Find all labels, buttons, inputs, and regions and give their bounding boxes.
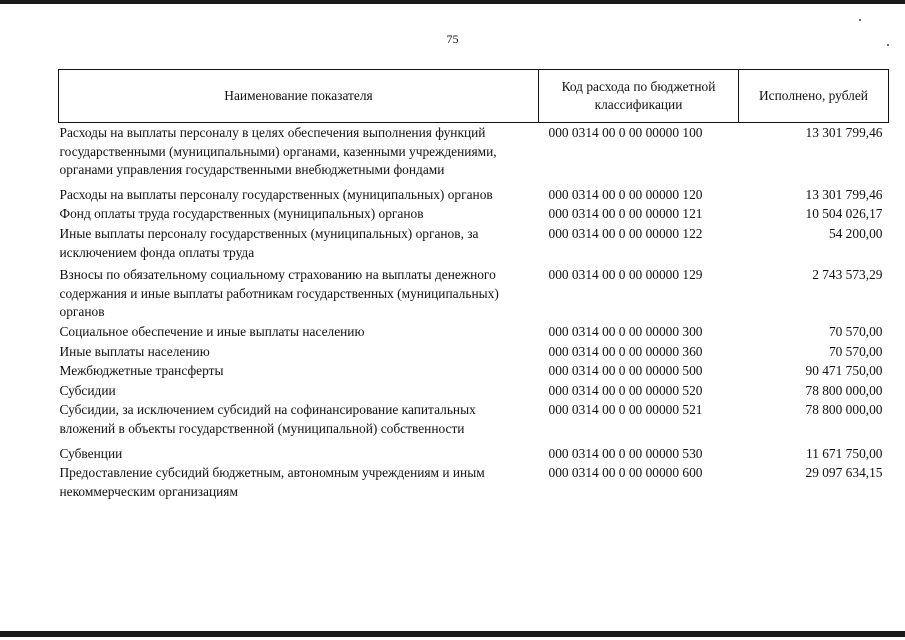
table-row xyxy=(59,401,889,439)
table-row xyxy=(59,225,889,263)
row-code: 000 0314 00 0 00 00000 521 xyxy=(548,402,703,418)
row-code: 000 0314 00 0 00 00000 360 xyxy=(548,343,703,359)
header-sum: Исполнено, рублей xyxy=(739,70,889,123)
row-code: 000 0314 00 0 00 00000 129 xyxy=(548,267,703,283)
row-name: Расходы на выплаты персоналу государственных (муниципальных) органов xyxy=(59,186,493,202)
table-row xyxy=(59,343,889,363)
row-sum: 70 570,00 xyxy=(828,323,883,339)
row-sum: 78 800 000,00 xyxy=(805,382,883,398)
table-body xyxy=(59,123,889,503)
row-name: Социальное обеспечение и иные выплаты населению xyxy=(59,323,365,339)
header-row xyxy=(59,70,889,123)
row-code: 000 0314 00 0 00 00000 600 xyxy=(548,465,703,481)
row-name: Иные выплаты населению xyxy=(59,343,210,359)
row-name: Межбюджетные трансферты xyxy=(59,363,224,379)
row-name: Субсидии, за исключением субсидий на софинансирование капитальных вложений в объекты государственной (муниципальной) собственности xyxy=(59,402,476,436)
row-code: 000 0314 00 0 00 00000 100 xyxy=(548,125,703,140)
table-row xyxy=(59,382,889,402)
table-row xyxy=(59,123,889,181)
row-sum: 11 671 750,00 xyxy=(806,445,883,461)
table-row xyxy=(59,440,889,465)
table-row xyxy=(59,181,889,206)
table-row xyxy=(59,362,889,382)
row-code: 000 0314 00 0 00 00000 530 xyxy=(548,445,703,461)
expenses-table xyxy=(58,69,889,502)
table-row xyxy=(59,205,889,225)
row-code: 000 0314 00 0 00 00000 500 xyxy=(548,363,703,379)
row-name: Субвенции xyxy=(59,445,123,461)
row-name: Предоставление субсидий бюджетным, автономным учреждениям и иным некоммерческим организациям xyxy=(59,465,485,499)
page-number: 75 xyxy=(446,32,459,46)
row-code: 000 0314 00 0 00 00000 121 xyxy=(548,206,703,222)
expenses-table-container xyxy=(58,69,888,502)
row-sum: 54 200,00 xyxy=(828,225,883,241)
header-code: Код расхода по бюджетной классификации xyxy=(539,70,739,123)
table-row xyxy=(59,323,889,343)
header-name: Наименование показателя xyxy=(59,70,539,123)
scan-speck xyxy=(859,19,861,21)
scan-bottom-border xyxy=(0,631,905,637)
row-code: 000 0314 00 0 00 00000 520 xyxy=(548,382,703,398)
table-row xyxy=(59,464,889,502)
row-sum: 10 504 026,17 xyxy=(805,206,883,222)
row-name: Иные выплаты персоналу государственных (муниципальных) органов, за исключением фонда оплаты труда xyxy=(59,225,479,260)
row-sum: 29 097 634,15 xyxy=(805,465,883,481)
row-name: Фонд оплаты труда государственных (муниципальных) органов xyxy=(59,206,424,222)
row-code: 000 0314 00 0 00 00000 300 xyxy=(548,323,703,339)
row-sum: 70 570,00 xyxy=(828,343,883,359)
row-sum: 2 743 573,29 xyxy=(812,267,883,283)
row-name: Расходы на выплаты персоналу в целях обеспечения выполнения функций государственными (муниципальными) органами, казенными учреждениями, органами управления государственными внебюджетными фондами xyxy=(59,125,497,178)
row-name: Взносы по обязательному социальному страхованию на выплаты денежного содержания и иные выплаты работникам государственных (муниципальных) органов xyxy=(59,267,499,320)
row-code: 000 0314 00 0 00 00000 122 xyxy=(548,225,703,241)
table-row xyxy=(59,263,889,323)
row-code: 000 0314 00 0 00 00000 120 xyxy=(548,186,703,202)
scan-top-border xyxy=(0,0,905,4)
row-sum: 13 301 799,46 xyxy=(805,125,883,140)
row-name: Субсидии xyxy=(59,382,116,398)
row-sum: 78 800 000,00 xyxy=(805,402,883,418)
row-sum: 13 301 799,46 xyxy=(805,186,883,202)
row-sum: 90 471 750,00 xyxy=(805,363,883,379)
table-header xyxy=(59,70,889,123)
